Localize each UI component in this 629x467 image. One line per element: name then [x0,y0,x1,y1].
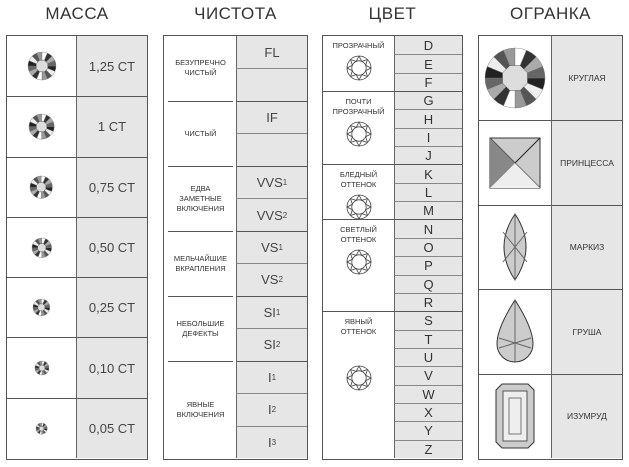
round-diamond-icon [7,157,76,217]
color-grade: I [394,128,462,146]
mass-title: МАССА [45,4,109,23]
cut-title: ОГРАНКА [510,4,591,23]
color-grade: N [394,219,462,237]
grade-subscript: 2 [282,210,288,220]
mass-value: 0,75 CT [76,157,147,217]
color-grade: X [394,403,462,421]
clarity-group-label: МЕЛЬЧАЙШИЕ ВКРАПЛЕНИЯ [168,231,233,296]
emerald-cut-diamond-icon [479,374,551,458]
color-grade: Q [394,275,462,293]
clarity-table [163,35,308,460]
color-grade: S [394,311,462,329]
clarity-grade [236,263,307,295]
cut-label: МАРКИЗ [551,205,622,289]
color-grade: T [394,330,462,348]
clarity-grade [236,68,307,100]
round-diamond-icon [7,217,76,277]
color-grade: J [394,146,462,164]
color-group-label: ЯВНЫЙ ОТТЕНОК [340,317,377,337]
color-group-label: ПРОЗРАЧНЫЙ [332,41,385,50]
cut-label: ПРИНЦЕССА [551,120,622,204]
color-grade: M [394,201,462,219]
clarity-group-label: ЧИСТЫЙ [168,101,233,166]
round-diamond-icon [7,96,76,156]
grade-code: SI [263,304,276,320]
grade-code: FL [264,44,280,60]
grade-subscript: 1 [275,307,281,317]
grade-code: I [267,369,272,385]
marquise-cut-diamond-icon [479,205,551,289]
color-grade: Y [394,421,462,439]
clarity-grade [236,133,307,165]
color-grade: F [394,73,462,91]
color-group [323,311,394,458]
grade-subscript: 1 [278,242,283,252]
diamond-outline-icon [346,249,372,280]
mass-table [6,35,148,460]
princess-cut-diamond-icon [479,120,551,204]
grade-code: VVS [256,175,283,191]
round-cut-diamond-icon [479,36,551,120]
clarity-group-label: БЕЗУПРЕЧНО ЧИСТЫЙ [175,58,226,78]
clarity-grade [236,328,307,360]
mass-value: 0,05 CT [76,398,147,458]
mass-value: 0,25 CT [76,277,147,337]
clarity-group-label: ЕДВА ЗАМЕТНЫЕ ВКЛЮЧЕНИЯ [168,166,233,231]
grade-code: VS [261,239,279,255]
round-diamond-icon [7,36,76,96]
color-grade: D [394,36,462,54]
grade-code: I [267,434,272,450]
color-grade: O [394,238,462,256]
color-grade: K [394,164,462,182]
grade-code: SI [263,337,276,353]
clarity-grade [236,198,307,230]
color-grade: E [394,54,462,72]
grade-code: VS [261,272,279,288]
grade-subscript: 2 [271,405,277,415]
mass-value: 1,25 CT [76,36,147,96]
clarity-grade [236,361,307,393]
color-group-label: СВЕТЛЫЙ ОТТЕНОК [340,225,377,245]
color-group [323,219,394,311]
grade-subscript: 1 [271,372,277,382]
cut-table [478,35,623,460]
color-grade: L [394,183,462,201]
color-table [322,35,463,460]
color-group-label: БЛЕДНЫЙ ОТТЕНОК [339,170,378,190]
clarity-grade [236,166,307,198]
grade-subscript: 1 [282,178,288,188]
color-group [323,36,394,91]
grade-code: VVS [256,207,283,223]
clarity-grade [236,393,307,425]
color-grade: P [394,256,462,274]
clarity-group-label: НЕБОЛЬШИЕ ДЕФЕКТЫ [168,296,233,361]
clarity-grade [236,426,307,458]
diamond-outline-icon [346,121,372,152]
clarity-grade [236,101,307,133]
grade-subscript: 2 [278,275,283,285]
round-diamond-icon [7,337,76,397]
color-title: ЦВЕТ [368,4,417,23]
cut-label: КРУГЛАЯ [551,36,622,120]
grade-code: I [267,402,272,418]
mass-value: 0,50 CT [76,217,147,277]
cut-label: ГРУША [551,289,622,373]
grade-subscript: 3 [271,437,277,447]
round-diamond-icon [7,398,76,458]
round-diamond-icon [7,277,76,337]
color-grade: Z [394,440,462,458]
color-group [323,91,394,164]
color-grade: V [394,366,462,384]
mass-value: 0,10 CT [76,337,147,397]
cut-label: ИЗУМРУД [551,374,622,458]
grade-subscript: 2 [275,340,281,350]
color-grade: U [394,348,462,366]
diamond-outline-icon [346,55,372,86]
color-group-label: ПОЧТИ ПРОЗРАЧНЫЙ [332,97,385,117]
diamond-outline-icon [346,365,372,396]
clarity-grade [236,231,307,263]
clarity-group-label: ЯВНЫЕ ВКЛЮЧЕНИЯ [168,361,233,458]
color-grade: W [394,385,462,403]
clarity-title: ЧИСТОТА [194,4,277,23]
color-grade: G [394,91,462,109]
color-grade: R [394,293,462,311]
grade-code: IF [266,110,278,126]
color-group [323,164,394,219]
clarity-grade [236,36,307,68]
mass-value: 1 CT [76,96,147,156]
pear-cut-diamond-icon [479,289,551,373]
color-grade: H [394,109,462,127]
clarity-grade [236,296,307,328]
